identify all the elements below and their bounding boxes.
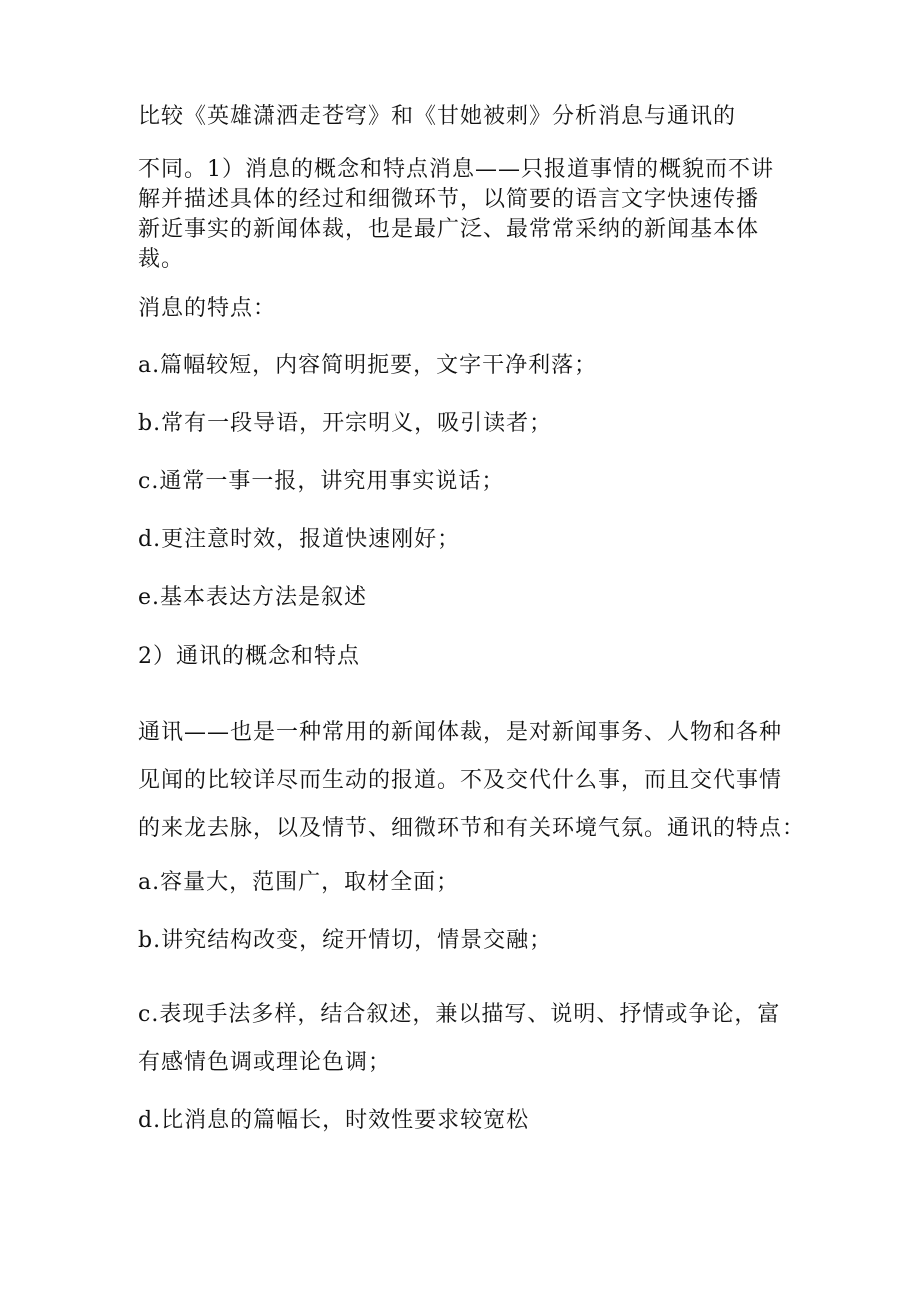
list-item: d.比消息的篇幅长，时效性要求较宽松: [138, 1108, 530, 1133]
section-heading: 2）通讯的概念和特点: [138, 644, 360, 669]
text-line: 通讯——也是一种常用的新闻体裁，是对新闻事务、人物和各种: [138, 720, 783, 745]
list-item: e.基本表达方法是叙述: [138, 585, 368, 610]
text-line: 新近事实的新闻体裁，也是最广泛、最常常采纳的新闻基本体: [138, 217, 760, 242]
list-item: a.容量大，范围广，取材全面；: [138, 870, 460, 895]
list-item: d.更注意时效，报道快速刚好；: [138, 527, 461, 552]
list-item: c.表现手法多样，结合叙述，兼以描写、说明、抒情或争论，富: [138, 1002, 781, 1027]
list-item: b.常有一段导语，开宗明义，吸引读者；: [138, 411, 553, 436]
list-item: a.篇幅较短，内容简明扼要，文字干净利落；: [138, 353, 598, 378]
title-line: 比较《英雄潇洒走苍穹》和《甘她被刺》分析消息与通讯的: [138, 104, 737, 129]
text-line: 不同。1）消息的概念和特点消息——只报道事情的概貌而不讲: [138, 157, 774, 182]
list-item: b.讲究结构改变，绽开情切，情景交融；: [138, 928, 553, 953]
text-line: 的来龙去脉，以及情节、细微环节和有关环境气氛。通讯的特点：: [138, 816, 806, 841]
text-line: 消息的特点：: [138, 296, 277, 321]
list-item: c.通常一事一报，讲究用事实说话；: [138, 469, 505, 494]
text-line: 解并描述具体的经过和细微环节，以简要的语言文字快速传播: [138, 187, 760, 212]
text-line: 见闻的比较详尽而生动的报道。不及交代什么事，而且交代事情: [138, 768, 783, 793]
text-line: 裁。: [138, 247, 185, 272]
list-item: 有感情色调或理论色调；: [138, 1050, 392, 1075]
